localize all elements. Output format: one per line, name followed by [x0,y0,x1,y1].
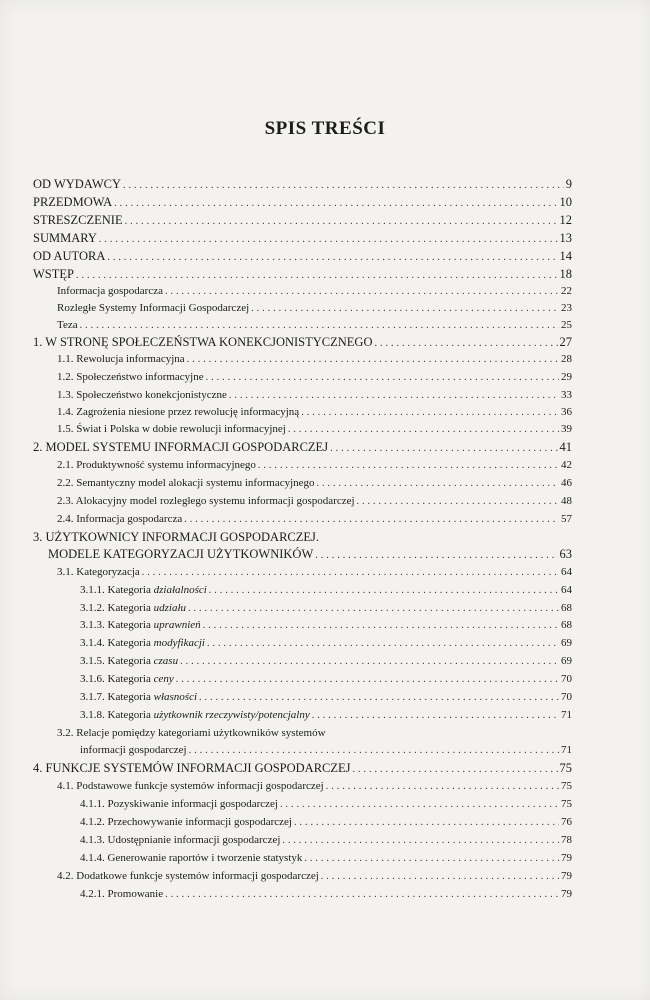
toc-entry [57,352,572,367]
toc-entry-label: STRESZCZENIE [33,213,123,227]
toc-entry-label-prefix: 3.1.8. Kategoria [80,709,154,721]
toc-entry-page-number: 39 [561,423,572,435]
dot-leader [207,637,559,651]
toc-entry [57,422,572,437]
toc-entry-label: MODELE KATEGORYZACJI UŻYTKOWNIKÓW [48,547,314,561]
toc-entry-label: 4.1.2. Przechowywanie informacji gospodarczej [80,816,292,828]
dot-leader [165,888,559,902]
dot-leader [229,389,559,403]
toc-entry-label-emphasis: własności [153,691,198,703]
toc-entry-label: 1.2. Społeczeństwo informacyjne [57,371,204,383]
toc-entry-label: 1.5. Świat i Polska w dobie rewolucji informacyjnej [57,423,286,435]
toc-entry-label: PRZEDMOWA [33,195,113,209]
toc-entry-label: 2.2. Semantyczny model alokacji systemu informacyjnego [57,477,315,489]
toc-entry-label [80,636,205,650]
dot-leader [321,870,559,884]
toc-entry-label-prefix: 3.1.3. Kategoria [80,619,154,631]
toc-entry [33,195,572,211]
dot-leader [199,691,559,705]
toc-entry-page-number: 75 [561,780,572,792]
toc-entry-label: 2.1. Produktywność systemu informacyjnego [57,459,256,471]
toc-entry-label: Teza [57,319,78,331]
dot-leader [180,655,559,669]
toc-entry-label-emphasis: czasu [153,655,179,667]
toc-entry [80,583,572,598]
toc-entry-label-emphasis: użytkownik rzeczywisty/potencjalny [153,709,310,721]
toc-entry-page-number: 63 [559,547,572,561]
toc-entry-page-number: 69 [561,655,572,667]
toc-entry-page-number: 33 [561,389,572,401]
dot-leader [184,513,559,527]
dot-leader [165,285,559,299]
toc-entry-page-number: 41 [559,440,572,454]
toc-entry [57,405,572,420]
toc-entry [33,177,572,193]
toc-entry-page-number: 18 [559,267,572,281]
toc-entry-label: 2.3. Alokacyjny model rozległego systemu informacji gospodarczej [57,495,355,507]
toc-entry-label: 3.2. Relacje pomiędzy kategoriami użytkowników systemów [57,727,326,739]
toc-entry-label-prefix: 3.1.5. Kategoria [80,655,154,667]
toc-entry-label: 4.1.4. Generowanie raportów i tworzenie statystyk [80,852,303,864]
toc-entry [33,530,572,544]
toc-entry-page-number: 13 [559,231,572,245]
toc-entry [33,761,572,777]
toc-entry [80,690,572,705]
toc-entry-page-number: 79 [561,870,572,882]
toc-entry-label: Informacja gospodarcza [57,285,163,297]
toc-entry-page-number: 71 [561,744,572,756]
toc-entry-label-prefix: 3.1.1. Kategoria [80,584,154,596]
dot-leader [374,337,557,351]
dot-leader [353,763,558,777]
dot-leader [125,215,558,229]
toc-entry [57,494,572,509]
dot-leader [114,197,557,211]
toc-entry-page-number: 57 [561,513,572,525]
toc-entry-label: 4.1. Podstawowe funkcje systemów informacji gospodarczej [57,780,324,792]
toc-entry-page-number: 23 [561,302,572,314]
toc-entry-page-number: 36 [561,406,572,418]
dot-leader [176,673,559,687]
toc-entry-page-number: 76 [561,816,572,828]
dot-leader [258,459,559,473]
toc-entry [33,213,572,229]
toc-entry [57,388,572,403]
toc-entry-label-prefix: 3.1.2. Kategoria [80,602,154,614]
dot-leader [288,423,559,437]
toc-entry-page-number: 22 [561,285,572,297]
toc-entry-page-number: 70 [561,691,572,703]
toc-entry-page-number: 9 [565,177,572,191]
toc-entry [57,726,572,740]
toc-entry-label [80,654,178,668]
toc-entry [80,636,572,651]
toc-entry [33,231,572,247]
dot-leader [280,798,559,812]
toc-entry-label: WSTĘP [33,267,74,281]
toc-entry-page-number: 42 [561,459,572,471]
toc-entry-label-prefix: 3.1.7. Kategoria [80,691,154,703]
toc-entry [80,887,572,902]
toc-entry [80,708,572,723]
toc-entry [33,335,572,351]
dot-leader [142,566,559,580]
toc-entry-page-number: 25 [561,319,572,331]
page-title: SPIS TREŚCI [264,118,386,139]
toc-entry-page-number: 68 [561,619,572,631]
toc-entry-label: 1.1. Rewolucja informacyjna [57,353,185,365]
dot-leader [317,477,559,491]
toc-entry-page-number: 78 [561,834,572,846]
toc-entry-page-number: 69 [561,637,572,649]
toc-entry [57,869,572,884]
toc-entry-label: 4. FUNKCJE SYSTEMÓW INFORMACJI GOSPODARCZEJ [33,761,351,775]
toc-entry-label-emphasis: modyfikacji [153,637,205,649]
dot-leader [99,233,558,247]
dot-leader [357,495,559,509]
toc-entry-page-number: 12 [559,213,572,227]
toc-entry-label: OD WYDAWCY [33,177,121,191]
toc-entry-label-emphasis: ceny [153,673,174,685]
dot-leader [80,319,559,333]
toc-entry-label: 2. MODEL SYSTEMU INFORMACJI GOSPODARCZEJ [33,440,329,454]
dot-leader [330,442,557,456]
toc-entry-page-number: 68 [561,602,572,614]
toc-entry-label [80,672,174,686]
dot-leader [188,602,559,616]
toc-entry-label-prefix: 3.1.4. Kategoria [80,637,154,649]
toc-entry-label: 4.1.1. Pozyskiwanie informacji gospodarczej [80,798,278,810]
toc-entry [48,547,572,563]
toc-entry-label: 1. W STRONĘ SPOŁECZEŃSTWA KONEKCJONISTYCZNEGO [33,335,373,349]
dot-leader [203,619,559,633]
toc-entry-label: 4.2. Dodatkowe funkcje systemów informacji gospodarczej [57,870,319,882]
toc-entry-page-number: 75 [559,761,572,775]
toc-entry [80,851,572,866]
dot-leader [209,584,559,598]
dot-leader [326,780,559,794]
toc-entry-label: 4.1.3. Udostępnianie informacji gospodarczej [80,834,281,846]
toc-entry-page-number: 27 [559,335,572,349]
toc-entry [57,284,572,299]
toc-entry-label: 3.1. Kategoryzacja [57,566,140,578]
dot-leader [187,353,559,367]
toc-entry-label: 1.3. Społeczeństwo konekcjonistyczne [57,389,227,401]
dot-leader [107,251,557,265]
toc-entry-label: 2.4. Informacja gospodarcza [57,513,183,525]
toc-entry [57,779,572,794]
toc-entry-page-number: 75 [561,798,572,810]
toc-entry-page-number: 70 [561,673,572,685]
toc-entry [80,743,572,758]
toc-entry-page-number: 71 [561,709,572,721]
toc-entry-page-number: 29 [561,371,572,383]
toc-entry-page-number: 79 [561,852,572,864]
toc-entry-page-number: 28 [561,353,572,365]
toc-entry-label: 1.4. Zagrożenia niesione przez rewolucję informacyjną [57,406,300,418]
dot-leader [301,406,559,420]
toc-entry [57,301,572,316]
toc-entry [80,833,572,848]
toc-entry-label-prefix: 3.1.6. Kategoria [80,673,154,685]
toc-entry-label [80,618,201,632]
toc-entry [33,440,572,456]
toc-entry-page-number: 46 [561,477,572,489]
toc-entry [57,458,572,473]
toc-entry-label: Rozległe Systemy Informacji Gospodarczej [57,302,250,314]
dot-leader [282,834,559,848]
dot-leader [294,816,559,830]
dot-leader [251,302,559,316]
dot-leader [189,744,559,758]
toc-entry-label [80,690,197,704]
dot-leader [304,852,559,866]
toc-entry-label-emphasis: działalności [153,584,207,596]
toc-entry [80,815,572,830]
toc-entry-label: SUMMARY [33,231,97,245]
toc-entry-label [80,708,310,722]
toc-entry-label: informacji gospodarczej [80,744,187,756]
dot-leader [76,269,558,283]
dot-leader [206,371,559,385]
toc-entry [33,249,572,265]
toc-entry [80,672,572,687]
toc-entry-label: 3. UŻYTKOWNICY INFORMACJI GOSPODARCZEJ. [33,530,320,544]
toc-entry-label-emphasis: udziału [153,602,187,614]
toc-entry [33,267,572,283]
dot-leader [123,179,564,193]
toc-entry [80,618,572,633]
toc-entry-page-number: 64 [561,566,572,578]
toc-entry [80,797,572,812]
toc-entry-page-number: 79 [561,888,572,900]
dot-leader [315,549,557,563]
toc-entry [57,370,572,385]
toc-entry [57,512,572,527]
toc-entry-label: 4.2.1. Promowanie [80,888,164,900]
toc-entry-page-number: 48 [561,495,572,507]
toc-entry-page-number: 14 [559,249,572,263]
toc-entry-label: OD AUTORA [33,249,106,263]
toc-entry [57,318,572,333]
toc-entry-page-number: 64 [561,584,572,596]
toc-entry [57,476,572,491]
dot-leader [312,709,559,723]
toc-entry-page-number: 10 [559,195,572,209]
toc-entry-label-emphasis: uprawnień [153,619,201,631]
toc-entry [57,565,572,580]
toc-entry [80,654,572,669]
toc-entry-label [80,583,207,597]
toc-entry-label [80,601,186,615]
toc-entry [80,601,572,616]
